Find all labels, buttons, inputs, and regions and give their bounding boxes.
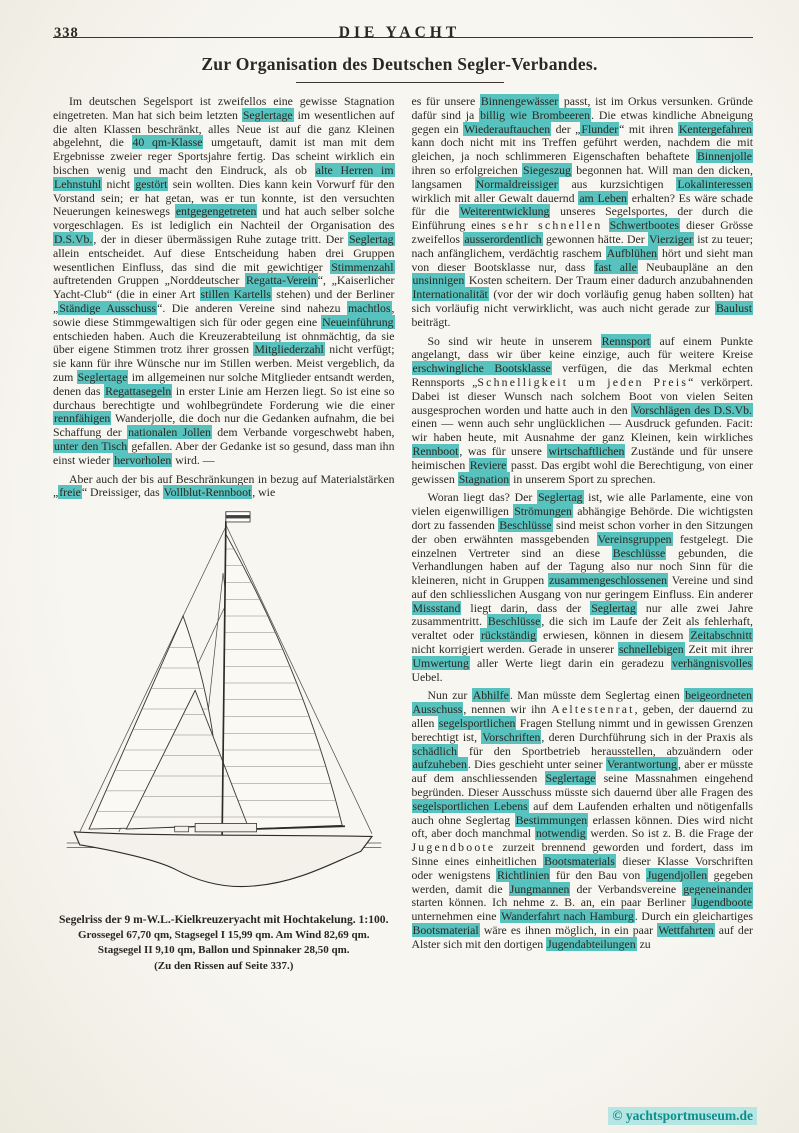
masthead-flag — [226, 512, 250, 522]
paragraph: es für unsere Binnengewässer passt, ist im Orkus versunken. Gründe dafür sind ja billig wie Brombeeren. Die etwas kindliche Abneigung gegen ein Wiederauftauchen der „Flunder“ mit ihren Kentergefahren kann doch nicht mit ins Treffen geführt werden, nachdem die mit gleichen, ja noch schlimmeren Eigenschaften behaftete Binnenjolle ihren so erfolgreichen Siegeszug begonnen hat. Will man den dicken, langsamen Normaldreissiger aus kurzsichtigen Lokalinteressen wirklich mit aller Gewalt dauernd am Leben erhalten? Es wäre schade für die Weiterentwicklung unseres Segelsportes, der durch die Einführung eines sehr schnellen Schwertbootes dieser Grösse zweifellos ausserordentlich gewonnen hätte. Der Vierziger ist zu teuer; nach anfänglichem, verdächtig raschem Aufblühen hört und sieht man von dieser Bootsklasse nur, dass fast alle Neubaupläne an den unsinnigen Kosten scheitern. Der Traum einer dadurch anzubahnenden Internationalität (vor der wir doch vorläufig genug haben sollten) hat sich vorläufig nicht verwirklicht, was auch nicht gerade zur Baulust beiträgt. — [411, 94, 754, 329]
sailplan-drawing — [56, 508, 392, 910]
left-column — [53, 95, 395, 974]
article-body — [0, 95, 799, 974]
paragraph: Woran liegt das? Der Seglertag ist, wie alle Parlamente, eine von vielen eigenwilligen Strömungen abhängige Behörde. Die wichtigsten dort zu fassenden Beschlüsse sind meist schon vorher in den Sitzungen der oben erwähnten massgebenden Vereinsgruppen festgelegt. Die einzelnen Vertreter sind an diese Beschlüsse gebunden, die Verhandlungen haben auf der Tagung also nur noch Sinn für die kleineren, nicht in Gruppen zusammengeschlossenen Vereine und sind auf den schliesslichen Ausgang von nur geringem Einfluss. Ein anderer Missstand liegt darin, dass der Seglertag nur alle zwei Jahre zusammentritt. Beschlüsse, die sich im Laufe der Zeit als fehlerhaft, veraltet oder rückständig erwiesen, können in diesem Zeitabschnitt nicht korrigiert werden. Gerade in unserer schnellebigen Zeit mit ihrer Umwertung aller Werte liegt darin ein geradezu verhängnisvolles Uebel. — [411, 490, 754, 684]
right-column — [412, 95, 754, 974]
watermark-credit: © yachtsportmuseum.de — [608, 1107, 757, 1125]
paragraph: Nun zur Abhilfe. Man müsste dem Seglertag einen beigeordneten Ausschuss, nennen wir ihn Aeltestenrat, geben, der dauernd zu allen segelsportlichen Fragen Stellung nimmt und in gewissen Grenzen berechtigt ist, Vorschriften, deren Durchführung sich in der Praxis als schädlich für den Sportbetrieb herausstellen, abzuändern oder aufzuheben. Dies geschieht unter seiner Verantwortung, aber er müsste auf dem anschliessenden Seglertage seine Massnahmen eingehend begründen. Dieser Ausschuss müsste sich dauernd über alle Fragen des segelsportlichen Lebens auf dem Laufenden erhalten und nötigenfalls auch ohne Seglertag Bestimmungen erlassen können. Dies wird nicht oft, aber doch manchmal notwendig werden. So ist z. B. die Frage der Jugendboote zurzeit brennend geworden und fordert, dass im Sinne eines einheitlichen Bootsmaterials dieser Klasse Vorschriften oder wenigstens Richtlinien für den Bau von Jugendjollen gegeben werden, damit die Jungmannen der Verbandsvereine gegeneinander starten können. Ich nehme z. B. an, ein paar Berliner Jugendboote unternehmen eine Wanderfahrt nach Hamburg. Durch ein gleichartiges Bootsmaterial wäre es ihnen möglich, in ein paar Wettfahrten auf der Alster sich mit den dortigen Jugendabteilungen zu — [411, 688, 754, 951]
title-rule — [296, 82, 504, 83]
article-title: Zur Organisation des Deutschen Segler-Verbandes. — [201, 54, 598, 74]
figure-caption-title: Segelriss der 9 m-W.L.-Kielkreuzeryacht mit Hochtakelung. 1:100. — [58, 913, 389, 927]
masthead-title: DIE YACHT — [338, 24, 461, 41]
sailplan-figure — [53, 508, 395, 910]
paragraph: So sind wir heute in unserem Rennsport auf einem Punkte angelangt, dass wir über keine einzige, auch für weitere Kreise erschwingliche Bootsklasse verfügen, die das Merkmal echten Rennsports „Schnelligkeit um jeden Preis“ verkörpert. Dabei ist dieser Wunsch nach solchem Boot von vielen Seiten ausgesprochen worden und hatte auch in den Vorschlägen des D.S.Vb. einen — wenn auch sehr unglücklichen — Ausdruck gefunden. Facit: wir haben heute, mit Ausnahme der ganz Kleinen, kein wirkliches Rennboot, was für unsere wirtschaftlichen Zustände und für unsere heimischen Reviere passt. Das ergibt wohl die Berechtigung, von einer gewissen Stagnation in unserem Sport zu sprechen. — [411, 333, 754, 486]
figure-caption — [53, 912, 395, 974]
page-number: 338 — [54, 25, 79, 41]
left-column-text — [53, 95, 395, 500]
figure-caption-reference: (Zu den Rissen auf Seite 337.) — [154, 959, 294, 972]
figure-caption-areas-2: Stagsegel II 9,10 qm, Ballon und Spinnaker 28,50 qm. — [97, 944, 350, 957]
figure-caption-areas-1: Grossegel 67,70 qm, Stagsegel I 15,99 qm. Am Wind 82,69 qm. — [77, 928, 370, 941]
right-column-text — [412, 95, 754, 952]
page-header — [0, 0, 799, 41]
paragraph: Aber auch der bis auf Beschränkungen in bezug auf Materialstärken „freie“ Dreissiger, das Vollblut-Rennboot, wie — [53, 471, 395, 500]
paragraph: Im deutschen Segelsport ist zweifellos eine gewisse Stagnation eingetreten. Man hat sich beim letzten Seglertage im wesentlichen auf die alten Klassen beschränkt, alles Neue ist auf die ganz Kleinen abgelehnt, die 40 qm-Klasse umgetauft, damit ist man mit dem Ergebnisse zweier reger Sportsjahre fertig. Das scheint wirklich ein bischen wenig und macht den Eindruck, als ob alte Herren im Lehnstuhl nicht gestört sein wollten. Dies kann kein Vorwurf für den Vorstand sein; er hat getan, was er tun konnte, ist den versuchten Neuerungen keineswegs entgegengetreten und hat auch selber solche vorgeschlagen. Es ist lediglich ein Nachteil der Organisation des D.S.Vb., der in dieser übermässigen Ruhe zutage tritt. Der Seglertag allein entscheidet. Auf diese Entscheidung haben drei Gruppen wesentlichen Einfluss, das sind die mit gewichtiger Stimmenzahl auftretenden Gruppen „Norddeutscher Regatta-Verein“, „Kaiserlicher Yacht-Club“ (die in einer Art stillen Kartells stehen) und der Berliner „Ständige Ausschuss“. Die anderen Vereine sind nahezu machtlos, sowie diese Stimmgewaltigen sich für oder gegen eine Neueinführung entschieden haben. Auch die Kreuzerabteilung ist ohnmächtig, da sie über eigene Stimmen trotz ihrer grossen Mitgliederzahl nicht verfügt; sie kann für ihre Wünsche nur im Stillen werben. Meist vergeblich, da zum Seglertage im allgemeinen nur solche Mitglieder entsandt werden, denen das Regattasegeln in erster Linie am Herzen liegt. So ist eine so durchaus berechtigte und wohlbegründete Forderung wie die einer rennfähigen Wanderjolle, die doch nur die Gedanken aufnahm, die bei Schaffung der nationalen Jollen dem Verbande vorgeschwebt haben, unter den Tisch gefallen. Aber der Gedanke ist so gesund, dass man ihn einst wieder hervorholen wird. — — [53, 94, 395, 467]
hull-profile — [74, 824, 372, 887]
